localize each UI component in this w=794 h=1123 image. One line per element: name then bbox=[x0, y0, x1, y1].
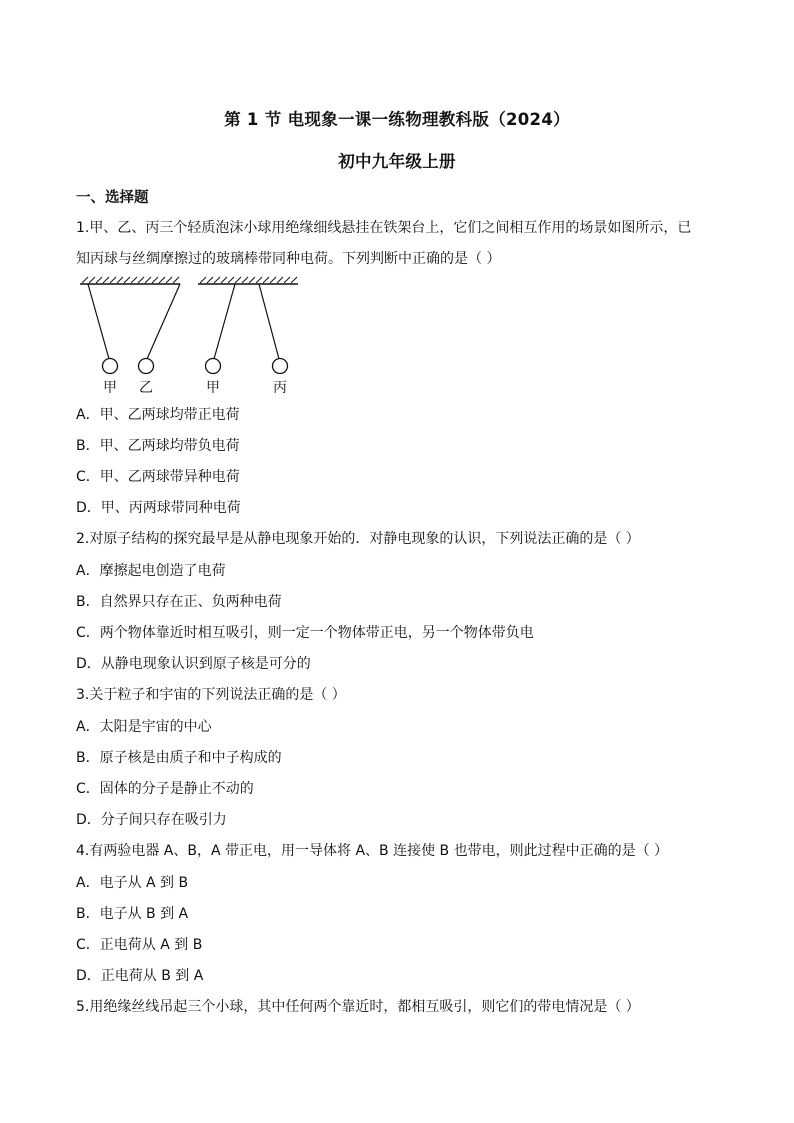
question-3-option-b: B．原子核是由质子和中子构成的 bbox=[76, 750, 282, 766]
right-support-bar bbox=[198, 277, 298, 284]
thread-left-jia bbox=[88, 284, 109, 359]
thread-right-bing bbox=[259, 284, 279, 359]
question-4-option-d: D．正电荷从 B 到 A bbox=[76, 968, 204, 984]
question-1-option-c: C．甲、乙两球带异种电荷 bbox=[76, 469, 240, 485]
question-3-stem: 3.关于粒子和宇宙的下列说法正确的是（ ） bbox=[76, 687, 346, 703]
question-1-option-a: A．甲、乙两球均带正电荷 bbox=[76, 407, 240, 423]
question-5-stem: 5.用绝缘丝线吊起三个小球，其中任何两个靠近时，都相互吸引，则它们的带电情况是（ ） bbox=[76, 999, 640, 1015]
label-right-bing: 丙 bbox=[273, 380, 287, 396]
question-4-option-b: B．电子从 B 到 A bbox=[76, 906, 189, 922]
ball-right-jia bbox=[206, 359, 221, 374]
question-2-option-b: B．自然界只存在正、负两种电荷 bbox=[76, 594, 282, 610]
question-4-option-a: A．电子从 A 到 B bbox=[76, 875, 189, 891]
question-2-option-d: D．从静电现象认识到原子核是可分的 bbox=[76, 656, 311, 672]
label-right-jia: 甲 bbox=[206, 380, 220, 396]
question-2-option-a: A．摩擦起电创造了电荷 bbox=[76, 563, 226, 579]
question-2-option-c: C．两个物体靠近时相互吸引，则一定一个物体带正电，另一个物体带负电 bbox=[76, 625, 534, 641]
ball-left-jia bbox=[103, 359, 118, 374]
left-support-bar bbox=[80, 277, 180, 284]
question-3-option-c: C．固体的分子是静止不动的 bbox=[76, 781, 254, 797]
question-1-stem-line-1: 1.甲、乙、丙三个轻质泡沫小球用绝缘细线悬挂在铁架台上，它们之间相互作用的场景如图所示，已 bbox=[76, 220, 692, 236]
pendulum-figure bbox=[76, 274, 316, 398]
ball-right-bing bbox=[273, 359, 288, 374]
question-4-stem: 4.有两验电器 A、B，A 带正电，用一导体将 A、B 连接使 B 也带电，则此过程中正确的是（ ） bbox=[76, 843, 669, 859]
document-title: 第 1 节 电现象一课一练物理教科版（2024） bbox=[224, 110, 570, 129]
document-subtitle: 初中九年级上册 bbox=[338, 152, 456, 171]
question-1-option-d: D．甲、丙两球带同种电荷 bbox=[76, 500, 241, 516]
thread-left-yi bbox=[147, 284, 180, 359]
question-1-stem-line-2: 知丙球与丝绸摩擦过的玻璃棒带同种电荷。下列判断中正确的是（ ） bbox=[76, 251, 501, 267]
label-left-yi: 乙 bbox=[139, 380, 153, 396]
label-left-jia: 甲 bbox=[103, 380, 117, 396]
question-2-stem: 2.对原子结构的探究最早是从静电现象开始的．对静电现象的认识，下列说法正确的是（ ） bbox=[76, 531, 640, 547]
section-heading: 一、选择题 bbox=[76, 190, 149, 206]
ball-left-yi bbox=[139, 359, 154, 374]
question-3-option-d: D．分子间只存在吸引力 bbox=[76, 812, 227, 828]
question-1-option-b: B．甲、乙两球均带负电荷 bbox=[76, 438, 240, 454]
question-4-option-c: C．正电荷从 A 到 B bbox=[76, 937, 203, 953]
thread-right-jia bbox=[214, 284, 235, 359]
question-3-option-a: A．太阳是宇宙的中心 bbox=[76, 719, 212, 735]
